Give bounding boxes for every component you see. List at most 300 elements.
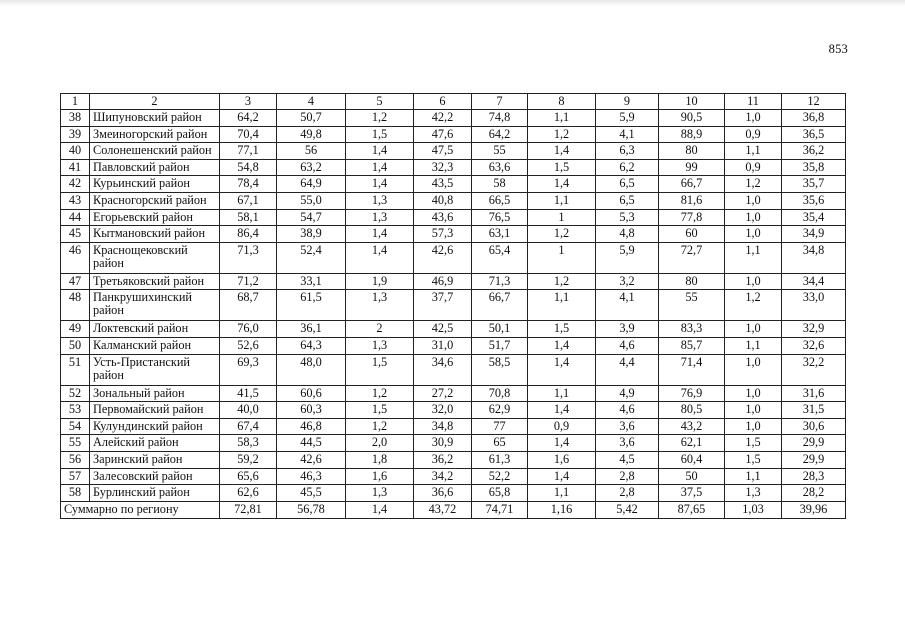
table-row bbox=[61, 435, 846, 452]
value-cell: 48,0 bbox=[277, 354, 346, 385]
value-cell: 40,8 bbox=[414, 192, 472, 209]
column-header: 11 bbox=[725, 94, 782, 110]
value-cell: 71,3 bbox=[220, 242, 277, 273]
row-number-cell: 44 bbox=[61, 209, 90, 226]
value-cell: 27,2 bbox=[414, 385, 472, 402]
value-cell: 61,3 bbox=[472, 451, 528, 468]
value-cell: 65,8 bbox=[472, 485, 528, 502]
column-header: 1 bbox=[61, 94, 90, 110]
value-cell: 4,1 bbox=[596, 290, 659, 321]
value-cell: 35,8 bbox=[782, 159, 846, 176]
value-cell: 57,3 bbox=[414, 226, 472, 243]
value-cell: 1,5 bbox=[346, 126, 414, 143]
value-cell: 1,8 bbox=[346, 451, 414, 468]
value-cell: 64,2 bbox=[472, 126, 528, 143]
value-cell: 1,0 bbox=[725, 354, 782, 385]
value-cell: 55 bbox=[659, 290, 725, 321]
row-number-cell: 51 bbox=[61, 354, 90, 385]
value-cell: 1,4 bbox=[528, 435, 596, 452]
value-cell: 52,4 bbox=[277, 242, 346, 273]
value-cell: 1,4 bbox=[346, 176, 414, 193]
value-cell: 34,6 bbox=[414, 354, 472, 385]
value-cell: 1,5 bbox=[528, 159, 596, 176]
value-cell: 5,9 bbox=[596, 110, 659, 127]
value-cell: 1 bbox=[528, 209, 596, 226]
value-cell: 4,5 bbox=[596, 451, 659, 468]
value-cell: 1,4 bbox=[528, 337, 596, 354]
value-cell: 1,4 bbox=[346, 159, 414, 176]
value-cell: 1,0 bbox=[725, 192, 782, 209]
value-cell: 41,5 bbox=[220, 385, 277, 402]
value-cell: 1,1 bbox=[725, 143, 782, 160]
value-cell: 52,2 bbox=[472, 468, 528, 485]
district-name-cell: Алейский район bbox=[90, 435, 220, 452]
value-cell: 32,6 bbox=[782, 337, 846, 354]
value-cell: 55 bbox=[472, 143, 528, 160]
value-cell: 35,4 bbox=[782, 209, 846, 226]
total-value-cell: 1,4 bbox=[346, 501, 414, 518]
value-cell: 1,2 bbox=[528, 126, 596, 143]
value-cell: 66,7 bbox=[659, 176, 725, 193]
value-cell: 1,4 bbox=[528, 402, 596, 419]
value-cell: 1,0 bbox=[725, 110, 782, 127]
value-cell: 1,9 bbox=[346, 273, 414, 290]
value-cell: 1,0 bbox=[725, 321, 782, 338]
column-number-row bbox=[61, 94, 846, 110]
value-cell: 43,6 bbox=[414, 209, 472, 226]
row-number-cell: 56 bbox=[61, 451, 90, 468]
value-cell: 40,0 bbox=[220, 402, 277, 419]
value-cell: 58,5 bbox=[472, 354, 528, 385]
column-header: 2 bbox=[90, 94, 220, 110]
value-cell: 6,2 bbox=[596, 159, 659, 176]
value-cell: 86,4 bbox=[220, 226, 277, 243]
total-value-cell: 56,78 bbox=[277, 501, 346, 518]
value-cell: 2,8 bbox=[596, 468, 659, 485]
value-cell: 50,1 bbox=[472, 321, 528, 338]
value-cell: 80,5 bbox=[659, 402, 725, 419]
value-cell: 33,1 bbox=[277, 273, 346, 290]
column-header: 10 bbox=[659, 94, 725, 110]
value-cell: 1,3 bbox=[346, 485, 414, 502]
value-cell: 51,7 bbox=[472, 337, 528, 354]
row-number-cell: 40 bbox=[61, 143, 90, 160]
value-cell: 99 bbox=[659, 159, 725, 176]
value-cell: 1,5 bbox=[346, 354, 414, 385]
value-cell: 4,4 bbox=[596, 354, 659, 385]
table-row bbox=[61, 192, 846, 209]
value-cell: 0,9 bbox=[725, 126, 782, 143]
value-cell: 1,3 bbox=[346, 337, 414, 354]
value-cell: 45,5 bbox=[277, 485, 346, 502]
value-cell: 72,7 bbox=[659, 242, 725, 273]
value-cell: 37,7 bbox=[414, 290, 472, 321]
column-header: 6 bbox=[414, 94, 472, 110]
table-row bbox=[61, 159, 846, 176]
value-cell: 64,2 bbox=[220, 110, 277, 127]
table-row bbox=[61, 337, 846, 354]
value-cell: 34,8 bbox=[782, 242, 846, 273]
total-value-cell: 1,16 bbox=[528, 501, 596, 518]
value-cell: 29,9 bbox=[782, 451, 846, 468]
value-cell: 50 bbox=[659, 468, 725, 485]
value-cell: 6,3 bbox=[596, 143, 659, 160]
value-cell: 77,8 bbox=[659, 209, 725, 226]
row-number-cell: 41 bbox=[61, 159, 90, 176]
value-cell: 6,5 bbox=[596, 176, 659, 193]
table-row bbox=[61, 226, 846, 243]
value-cell: 74,8 bbox=[472, 110, 528, 127]
value-cell: 63,2 bbox=[277, 159, 346, 176]
value-cell: 2,8 bbox=[596, 485, 659, 502]
value-cell: 1,1 bbox=[725, 468, 782, 485]
value-cell: 1,2 bbox=[346, 385, 414, 402]
value-cell: 31,6 bbox=[782, 385, 846, 402]
value-cell: 4,6 bbox=[596, 337, 659, 354]
value-cell: 1,1 bbox=[725, 242, 782, 273]
value-cell: 3,6 bbox=[596, 418, 659, 435]
row-number-cell: 45 bbox=[61, 226, 90, 243]
row-number-cell: 46 bbox=[61, 242, 90, 273]
value-cell: 2 bbox=[346, 321, 414, 338]
value-cell: 33,0 bbox=[782, 290, 846, 321]
value-cell: 47,6 bbox=[414, 126, 472, 143]
table-row bbox=[61, 418, 846, 435]
district-name-cell: Кулундинский район bbox=[90, 418, 220, 435]
value-cell: 1,4 bbox=[346, 242, 414, 273]
district-name-cell: Шипуновский район bbox=[90, 110, 220, 127]
value-cell: 1,0 bbox=[725, 385, 782, 402]
value-cell: 77,1 bbox=[220, 143, 277, 160]
column-header: 9 bbox=[596, 94, 659, 110]
table-row bbox=[61, 354, 846, 385]
value-cell: 5,3 bbox=[596, 209, 659, 226]
value-cell: 65 bbox=[472, 435, 528, 452]
value-cell: 1,2 bbox=[528, 226, 596, 243]
value-cell: 28,2 bbox=[782, 485, 846, 502]
table-row bbox=[61, 321, 846, 338]
value-cell: 60 bbox=[659, 226, 725, 243]
value-cell: 34,2 bbox=[414, 468, 472, 485]
value-cell: 35,6 bbox=[782, 192, 846, 209]
value-cell: 3,6 bbox=[596, 435, 659, 452]
value-cell: 76,9 bbox=[659, 385, 725, 402]
value-cell: 60,3 bbox=[277, 402, 346, 419]
value-cell: 1,6 bbox=[346, 468, 414, 485]
value-cell: 32,0 bbox=[414, 402, 472, 419]
column-header: 12 bbox=[782, 94, 846, 110]
table-row bbox=[61, 273, 846, 290]
value-cell: 90,5 bbox=[659, 110, 725, 127]
value-cell: 62,1 bbox=[659, 435, 725, 452]
district-name-cell: Бурлинский район bbox=[90, 485, 220, 502]
table-row bbox=[61, 385, 846, 402]
district-name-cell: Курьинский район bbox=[90, 176, 220, 193]
district-name-cell: Калманский район bbox=[90, 337, 220, 354]
value-cell: 65,4 bbox=[472, 242, 528, 273]
district-name-cell: Солонешенский район bbox=[90, 143, 220, 160]
value-cell: 4,9 bbox=[596, 385, 659, 402]
value-cell: 65,6 bbox=[220, 468, 277, 485]
total-value-cell: 72,81 bbox=[220, 501, 277, 518]
value-cell: 1,3 bbox=[346, 290, 414, 321]
value-cell: 1,2 bbox=[528, 273, 596, 290]
value-cell: 66,5 bbox=[472, 192, 528, 209]
value-cell: 42,6 bbox=[414, 242, 472, 273]
value-cell: 44,5 bbox=[277, 435, 346, 452]
table-row bbox=[61, 402, 846, 419]
value-cell: 58,1 bbox=[220, 209, 277, 226]
district-name-cell: Третьяковский район bbox=[90, 273, 220, 290]
value-cell: 32,2 bbox=[782, 354, 846, 385]
value-cell: 85,7 bbox=[659, 337, 725, 354]
column-header: 3 bbox=[220, 94, 277, 110]
value-cell: 30,6 bbox=[782, 418, 846, 435]
value-cell: 1,4 bbox=[346, 143, 414, 160]
value-cell: 1,1 bbox=[725, 337, 782, 354]
district-name-cell: Первомайский район bbox=[90, 402, 220, 419]
value-cell: 69,3 bbox=[220, 354, 277, 385]
scan-edge-shadow bbox=[0, 0, 905, 6]
row-number-cell: 54 bbox=[61, 418, 90, 435]
value-cell: 63,6 bbox=[472, 159, 528, 176]
table-row bbox=[61, 485, 846, 502]
value-cell: 30,9 bbox=[414, 435, 472, 452]
district-name-cell: Краснощековский район bbox=[90, 242, 220, 273]
value-cell: 46,3 bbox=[277, 468, 346, 485]
value-cell: 59,2 bbox=[220, 451, 277, 468]
value-cell: 50,7 bbox=[277, 110, 346, 127]
district-name-cell: Павловский район bbox=[90, 159, 220, 176]
district-name-cell: Зональный район bbox=[90, 385, 220, 402]
value-cell: 6,5 bbox=[596, 192, 659, 209]
row-number-cell: 58 bbox=[61, 485, 90, 502]
value-cell: 68,7 bbox=[220, 290, 277, 321]
district-name-cell: Красногорский район bbox=[90, 192, 220, 209]
value-cell: 34,9 bbox=[782, 226, 846, 243]
value-cell: 67,1 bbox=[220, 192, 277, 209]
value-cell: 58,3 bbox=[220, 435, 277, 452]
value-cell: 34,4 bbox=[782, 273, 846, 290]
total-value-cell: 5,42 bbox=[596, 501, 659, 518]
value-cell: 37,5 bbox=[659, 485, 725, 502]
district-name-cell: Змеиногорский район bbox=[90, 126, 220, 143]
value-cell: 1,4 bbox=[528, 176, 596, 193]
value-cell: 1,4 bbox=[528, 354, 596, 385]
value-cell: 4,6 bbox=[596, 402, 659, 419]
value-cell: 35,7 bbox=[782, 176, 846, 193]
value-cell: 31,5 bbox=[782, 402, 846, 419]
district-name-cell: Усть-Пристанский район bbox=[90, 354, 220, 385]
value-cell: 54,8 bbox=[220, 159, 277, 176]
value-cell: 36,6 bbox=[414, 485, 472, 502]
value-cell: 34,8 bbox=[414, 418, 472, 435]
value-cell: 28,3 bbox=[782, 468, 846, 485]
table-row bbox=[61, 143, 846, 160]
value-cell: 71,3 bbox=[472, 273, 528, 290]
value-cell: 1,0 bbox=[725, 209, 782, 226]
value-cell: 1,0 bbox=[725, 402, 782, 419]
row-number-cell: 42 bbox=[61, 176, 90, 193]
value-cell: 1,2 bbox=[725, 176, 782, 193]
value-cell: 38,9 bbox=[277, 226, 346, 243]
value-cell: 32,9 bbox=[782, 321, 846, 338]
district-name-cell: Кытмановский район bbox=[90, 226, 220, 243]
value-cell: 78,4 bbox=[220, 176, 277, 193]
value-cell: 1,1 bbox=[528, 385, 596, 402]
value-cell: 52,6 bbox=[220, 337, 277, 354]
value-cell: 80 bbox=[659, 273, 725, 290]
value-cell: 58 bbox=[472, 176, 528, 193]
value-cell: 4,1 bbox=[596, 126, 659, 143]
value-cell: 36,8 bbox=[782, 110, 846, 127]
page-number: 853 bbox=[828, 42, 848, 56]
value-cell: 66,7 bbox=[472, 290, 528, 321]
row-number-cell: 49 bbox=[61, 321, 90, 338]
value-cell: 42,2 bbox=[414, 110, 472, 127]
row-number-cell: 53 bbox=[61, 402, 90, 419]
value-cell: 1,6 bbox=[528, 451, 596, 468]
value-cell: 1,3 bbox=[346, 192, 414, 209]
value-cell: 76,5 bbox=[472, 209, 528, 226]
district-name-cell: Залесовский район bbox=[90, 468, 220, 485]
table-row bbox=[61, 290, 846, 321]
value-cell: 83,3 bbox=[659, 321, 725, 338]
value-cell: 5,9 bbox=[596, 242, 659, 273]
value-cell: 36,2 bbox=[414, 451, 472, 468]
row-number-cell: 39 bbox=[61, 126, 90, 143]
total-value-cell: 74,71 bbox=[472, 501, 528, 518]
value-cell: 36,2 bbox=[782, 143, 846, 160]
value-cell: 55,0 bbox=[277, 192, 346, 209]
value-cell: 60,6 bbox=[277, 385, 346, 402]
row-number-cell: 43 bbox=[61, 192, 90, 209]
total-value-cell: 87,65 bbox=[659, 501, 725, 518]
value-cell: 61,5 bbox=[277, 290, 346, 321]
value-cell: 56 bbox=[277, 143, 346, 160]
value-cell: 88,9 bbox=[659, 126, 725, 143]
value-cell: 70,4 bbox=[220, 126, 277, 143]
total-value-cell: 1,03 bbox=[725, 501, 782, 518]
row-number-cell: 47 bbox=[61, 273, 90, 290]
value-cell: 36,1 bbox=[277, 321, 346, 338]
value-cell: 47,5 bbox=[414, 143, 472, 160]
value-cell: 60,4 bbox=[659, 451, 725, 468]
value-cell: 54,7 bbox=[277, 209, 346, 226]
value-cell: 43,5 bbox=[414, 176, 472, 193]
value-cell: 0,9 bbox=[725, 159, 782, 176]
total-value-cell: 39,96 bbox=[782, 501, 846, 518]
column-header: 4 bbox=[277, 94, 346, 110]
table-row bbox=[61, 451, 846, 468]
value-cell: 81,6 bbox=[659, 192, 725, 209]
row-number-cell: 57 bbox=[61, 468, 90, 485]
total-label-cell: Суммарно по региону bbox=[61, 501, 220, 518]
value-cell: 64,9 bbox=[277, 176, 346, 193]
table-row bbox=[61, 468, 846, 485]
value-cell: 1,1 bbox=[528, 110, 596, 127]
value-cell: 63,1 bbox=[472, 226, 528, 243]
value-cell: 80 bbox=[659, 143, 725, 160]
value-cell: 3,9 bbox=[596, 321, 659, 338]
value-cell: 4,8 bbox=[596, 226, 659, 243]
table-row bbox=[61, 176, 846, 193]
value-cell: 3,2 bbox=[596, 273, 659, 290]
value-cell: 67,4 bbox=[220, 418, 277, 435]
district-name-cell: Егорьевский район bbox=[90, 209, 220, 226]
value-cell: 71,2 bbox=[220, 273, 277, 290]
value-cell: 32,3 bbox=[414, 159, 472, 176]
value-cell: 1,2 bbox=[346, 418, 414, 435]
value-cell: 36,5 bbox=[782, 126, 846, 143]
value-cell: 43,2 bbox=[659, 418, 725, 435]
value-cell: 1,4 bbox=[528, 468, 596, 485]
value-cell: 0,9 bbox=[528, 418, 596, 435]
district-name-cell: Заринский район bbox=[90, 451, 220, 468]
value-cell: 76,0 bbox=[220, 321, 277, 338]
row-number-cell: 55 bbox=[61, 435, 90, 452]
value-cell: 42,5 bbox=[414, 321, 472, 338]
value-cell: 1 bbox=[528, 242, 596, 273]
value-cell: 1,1 bbox=[528, 192, 596, 209]
statistics-table bbox=[60, 93, 846, 519]
value-cell: 1,2 bbox=[725, 290, 782, 321]
district-name-cell: Панкрушихинский район bbox=[90, 290, 220, 321]
value-cell: 49,8 bbox=[277, 126, 346, 143]
value-cell: 42,6 bbox=[277, 451, 346, 468]
value-cell: 1,5 bbox=[346, 402, 414, 419]
value-cell: 1,1 bbox=[528, 485, 596, 502]
table-row bbox=[61, 110, 846, 127]
total-row bbox=[61, 501, 846, 518]
total-value-cell: 43,72 bbox=[414, 501, 472, 518]
value-cell: 46,8 bbox=[277, 418, 346, 435]
table-row bbox=[61, 209, 846, 226]
value-cell: 77 bbox=[472, 418, 528, 435]
value-cell: 64,3 bbox=[277, 337, 346, 354]
row-number-cell: 52 bbox=[61, 385, 90, 402]
value-cell: 1,3 bbox=[346, 209, 414, 226]
row-number-cell: 50 bbox=[61, 337, 90, 354]
value-cell: 1,3 bbox=[725, 485, 782, 502]
value-cell: 1,4 bbox=[346, 226, 414, 243]
column-header: 7 bbox=[472, 94, 528, 110]
row-number-cell: 48 bbox=[61, 290, 90, 321]
value-cell: 1,2 bbox=[346, 110, 414, 127]
value-cell: 29,9 bbox=[782, 435, 846, 452]
value-cell: 1,1 bbox=[528, 290, 596, 321]
value-cell: 1,0 bbox=[725, 418, 782, 435]
value-cell: 70,8 bbox=[472, 385, 528, 402]
column-header: 5 bbox=[346, 94, 414, 110]
value-cell: 1,5 bbox=[725, 435, 782, 452]
value-cell: 31,0 bbox=[414, 337, 472, 354]
table-row bbox=[61, 126, 846, 143]
value-cell: 62,6 bbox=[220, 485, 277, 502]
value-cell: 71,4 bbox=[659, 354, 725, 385]
value-cell: 1,5 bbox=[528, 321, 596, 338]
value-cell: 46,9 bbox=[414, 273, 472, 290]
value-cell: 1,5 bbox=[725, 451, 782, 468]
row-number-cell: 38 bbox=[61, 110, 90, 127]
value-cell: 1,4 bbox=[528, 143, 596, 160]
value-cell: 1,0 bbox=[725, 273, 782, 290]
column-header: 8 bbox=[528, 94, 596, 110]
table-row bbox=[61, 242, 846, 273]
district-name-cell: Локтевский район bbox=[90, 321, 220, 338]
table-body bbox=[61, 94, 846, 519]
value-cell: 1,0 bbox=[725, 226, 782, 243]
